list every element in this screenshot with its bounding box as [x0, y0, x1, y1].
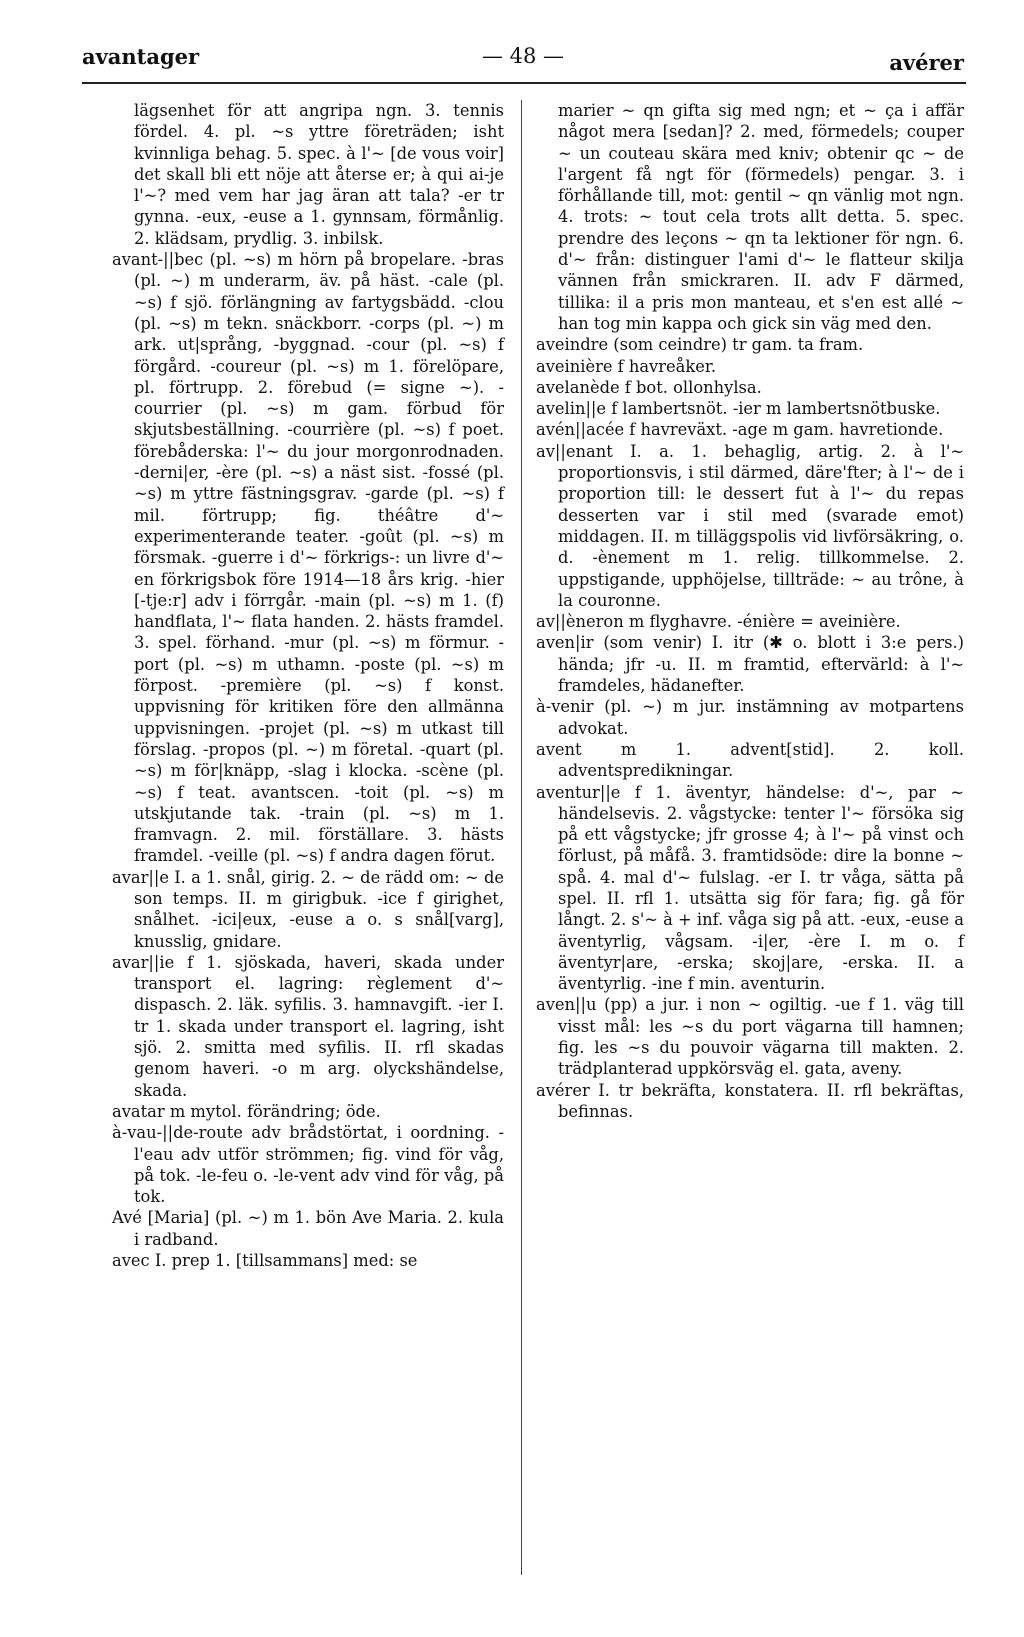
left-running-headword: avantager — [82, 44, 200, 69]
page-header — [82, 36, 964, 80]
dictionary-entry: avén||acée f havreväxt. -age m gam. havretionde. — [536, 420, 944, 440]
dictionary-entry: avatar m mytol. förändring; öde. — [112, 1101, 381, 1121]
dictionary-entry: avelanède f bot. ollonhylsa. — [536, 377, 762, 397]
dictionary-entry: avar||ie f 1. sjöskada, haveri, skada under transport el. lagring: règlement d'~ dispasch. 2. läk. syfilis. 3. hamnavgift. -ier I. tr 1. skada under transport el. lagring, isht sjö. 2. smitta med syfilis. II. rfl skadas genom haveri. -o m arg. olyckshändelse, skada. — [112, 952, 504, 1100]
dictionary-entry-continuation: marier ~ qn gifta sig med ngn; et ~ ça i affär något mera [sedan]? 2. med, förmedels; couper ~ un couteau skära med kniv; obtenir qc ~ de l'argent få ngt för (förmedels) pengar. 3. i förhållande till, mot: gentil ~ qn vänlig mot ngn. 4. trots: ~ tout cela trots allt detta. 5. spec. prendre des leçons ~ qn ta lektioner för ngn. 6. d'~ från: distinguer l'ami d'~ le flatteur skilja vännen från smickraren. II. adv F därmed, tillika: il a pris mon manteau, et s'en est allé ~ han tog min kappa och gick sin väg med den. — [558, 101, 964, 333]
right-running-headword: avérer — [889, 50, 964, 75]
dictionary-entry: à-vau-||de-route adv brådstörtat, i oordning. -l'eau adv utför strömmen; fig. vind för våg, på tok. -le-feu o. -le-vent adv vind för våg, på tok. — [112, 1123, 504, 1207]
dictionary-entry: avérer I. tr bekräfta, konstatera. II. rfl bekräftas, befinnas. — [536, 1080, 964, 1121]
page-number: — 48 — — [481, 44, 565, 68]
dictionary-entry: aven|ir (som venir) I. itr (✱ o. blott i 3:e pers.) hända; jfr -u. II. m framtid, eftervärld: à l'~ framdeles, hädanefter. — [536, 633, 964, 696]
dictionary-entry: av||enant I. a. 1. behaglig, artig. 2. à l'~ proportionsvis, i stil därmed, däre'fter; à l'~ de i proportion till: le dessert fut à l'~ du repas desserten var i stil med (svarade emot) middagen. II. m tilläggspolis vid livförsäkring, o. d. -ènement m 1. relig. tillkommelse. 2. uppstigande, upphöjelse, tillträde: ~ au trône, à la couronne. — [536, 441, 964, 610]
dictionary-entry: aveindre (som ceindre) tr gam. ta fram. — [536, 335, 864, 355]
header-rule — [82, 82, 966, 84]
dictionary-entry: aveinière f havreåker. — [536, 356, 717, 376]
left-column — [112, 100, 504, 1271]
dictionary-entry: avent m 1. advent[stid]. 2. koll. adventspredikningar. — [536, 739, 964, 781]
dictionary-entry: avant-||bec (pl. ~s) m hörn på bropelare. -bras (pl. ~) m underarm, äv. på häst. -cale (pl. ~s) f sjö. förlängning av fartygsbädd. -clou (pl. ~s) m tekn. snäckborr. -corps (pl. ~) m ark. ut|språng, -byggnad. -cour (pl. ~s) f förgård. -coureur (pl. ~s) m 1. förelöpare, pl. förtrupp. 2. förebud (= signe ~). -courrier (pl. ~s) m gam. förbud för skjutsbeställning. -courrière (pl. ~s) f poet. förebåderska: l'~ du jour morgonrodnaden. -derni|er, -ère (pl. ~s) a näst sist. -fossé (pl. ~s) m yttre fästningsgrav. -garde (pl. ~s) f mil. förtrupp; fig. théâtre d'~ experimenterande teater. -goût (pl. ~s) m försmak. -guerre i d'~ förkrigs-: un livre d'~ en förkrigsbok före 1914—18 års krig. -hier [-tje:r] adv i förrgår. -main (pl. ~s) m 1. (f) handflata, l'~ flata handen. 2. hästs framdel. 3. spel. förhand. -mur (pl. ~s) m förmur. -port (pl. ~s) m uthamn. -poste (pl. ~s) m förpost. -première (pl. ~s) f konst. uppvisning för kritiken före den allmänna uppvisningen. -projet (pl. ~s) m utkast till förslag. -propos (pl. ~) m företal. -quart (pl. ~s) m för|knäpp, -slag i klocka. -scène (pl. ~s) f teat. avantscen. -toit (pl. ~s) m utskjutande tak. -train (pl. ~s) m 1. framvagn. 2. mil. förställare. 3. hästs framdel. -veille (pl. ~s) f andra dagen förut. — [112, 250, 504, 866]
right-column — [536, 100, 964, 1122]
dictionary-entry: aventur||e f 1. äventyr, händelse: d'~, par ~ händelsevis. 2. vågstycke: tenter l'~ försöka sig på ett vågstycke; jfr grosse 4; à l'~ på vinst och förlust, på måfå. 3. framtidsöde: dire la bonne ~ spå. 4. mal d'~ fulslag. -er I. tr våga, sätta på spel. II. rfl 1. utsätta sig för fara; fig. gå för långt. 2. s'~ à + inf. våga sig på att. -eux, -euse a äventyrlig, vågsam. -i|er, -ère I. m o. f äventyr|are, -erska; skoj|are, -erska. II. a äventyrlig. -ine f min. aventurin. — [536, 782, 964, 994]
dictionary-entry: avar||e I. a 1. snål, girig. 2. ~ de rädd om: ~ de son temps. II. m girigbuk. -ice f girighet, snålhet. -ici|eux, -euse a o. s snål[varg], knusslig, gnidare. — [112, 867, 504, 951]
dictionary-entry: aven||u (pp) a jur. i non ~ ogiltig. -ue f 1. väg till visst mål: les ~s du port vägarna till hamnen; fig. les ~s du pouvoir vägarna till makten. 2. trädplanterad uppkörsväg el. gata, aveny. — [536, 995, 964, 1079]
column-divider — [521, 100, 522, 1575]
dictionary-entry: avec I. prep 1. [tillsammans] med: se — [112, 1251, 418, 1271]
dictionary-entry: avelin||e f lambertsnöt. -ier m lambertsnötbuske. — [536, 399, 941, 419]
dictionary-entry-continuation: lägsenhet för att angripa ngn. 3. tennis fördel. 4. pl. ~s yttre företräden; isht kvinnliga behag. 5. spec. à l'~ [de vous voir] det skall bli ett nöje att återse er; à qui ai-je l'~? med vem har jag äran att tala? -er tr gynna. -eux, -euse a 1. gynnsam, förmånlig. 2. klädsam, prydlig. 3. inbilsk. — [134, 101, 504, 248]
dictionary-entry: av||èneron m flyghavre. -énière = aveinière. — [536, 612, 901, 632]
dictionary-entry: Avé [Maria] (pl. ~) m 1. bön Ave Maria. 2. kula i radband. — [112, 1208, 504, 1249]
dictionary-entry: à-venir (pl. ~) m jur. instämning av motpartens advokat. — [536, 697, 964, 738]
